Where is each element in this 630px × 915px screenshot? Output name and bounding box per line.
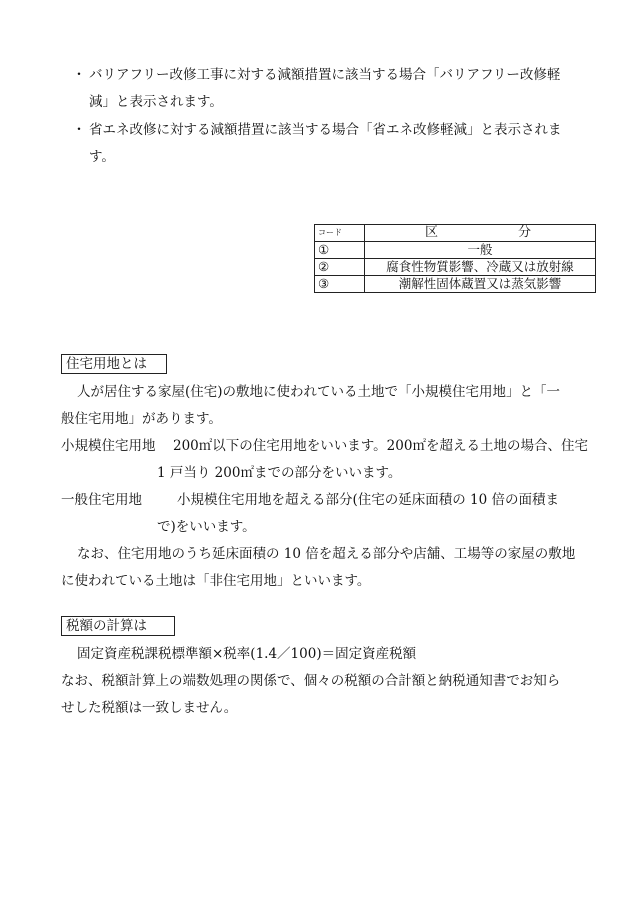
table-header-kubun-b: 分 <box>517 225 531 240</box>
code-table <box>314 224 596 293</box>
table-cell-code: ② <box>315 259 365 276</box>
table-header-row <box>315 225 596 242</box>
bullet-mark: ・ <box>72 122 86 138</box>
bullet-text-line: す。 <box>89 149 115 165</box>
table-cell-label: 一般 <box>365 242 596 259</box>
small-residential-definition: 200㎡以下の住宅用地をいいます。200㎡を超える土地の場合、住宅 <box>173 438 588 454</box>
bullet-text-line: バリアフリー改修工事に対する減額措置に該当する場合「バリアフリー改修軽 <box>89 67 561 83</box>
table-cell-code: ① <box>315 242 365 259</box>
table-cell-code: ③ <box>315 276 365 293</box>
bullet-text-line: 減」と表示されます。 <box>89 94 223 110</box>
residential-note-line: なお、住宅用地のうち延床面積の 10 倍を超える部分や店舗、工場等の家屋の敷地 <box>77 546 576 562</box>
table-row <box>315 242 596 259</box>
table-row <box>315 276 596 293</box>
table-header-kubun-a: 区 <box>425 225 439 240</box>
table-header-kubun <box>365 225 596 242</box>
small-residential-definition: 1 戸当り 200㎡までの部分をいいます。 <box>157 465 402 481</box>
tax-note-line: なお、税額計算上の端数処理の関係で、個々の税額の合計額と納税通知書でお知ら <box>61 673 561 689</box>
tax-formula: 固定資産税課税標準額×税率(1.4／100)＝固定資産税額 <box>77 646 417 662</box>
tax-note-line: せした税額は一致しません。 <box>61 700 238 716</box>
bullet-mark: ・ <box>72 67 86 83</box>
small-residential-term: 小規模住宅用地 <box>61 438 156 454</box>
tax-section-title: 税額の計算は <box>61 616 175 636</box>
general-residential-definition: 小規模住宅用地を超える部分(住宅の延床面積の 10 倍の面積ま <box>177 492 560 508</box>
bullet-text-line: 省エネ改修に対する減額措置に該当する場合「省エネ改修軽減」と表示されま <box>89 122 562 138</box>
table-cell-label: 潮解性固体蔵置又は蒸気影響 <box>365 276 596 293</box>
residential-section-title: 住宅用地とは <box>61 354 167 374</box>
table-header-code: コード <box>315 225 365 242</box>
residential-note-line: に使われている土地は「非住宅用地」といいます。 <box>61 573 371 589</box>
table-cell-label: 腐食性物質影響、冷蔵又は放射線 <box>365 259 596 276</box>
residential-intro-line: 般住宅用地」があります。 <box>61 411 222 427</box>
residential-intro-line: 人が居住する家屋(住宅)の敷地に使われている土地で「小規模住宅用地」と「一 <box>77 384 561 400</box>
general-residential-term: 一般住宅用地 <box>61 492 142 508</box>
general-residential-definition: で)をいいます。 <box>157 519 256 535</box>
table-row <box>315 259 596 276</box>
